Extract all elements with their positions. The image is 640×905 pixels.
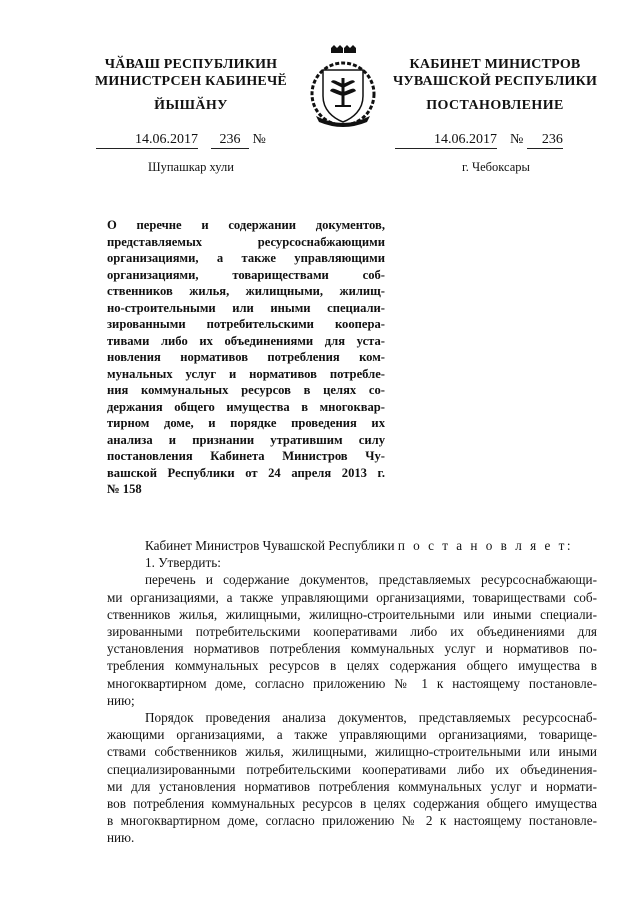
preamble-text: Кабинет Министров Чувашской Республики	[145, 538, 395, 553]
place-chuvash: Шупашкар хули	[148, 160, 234, 174]
subject-line: организациями, а также управляющими	[107, 251, 385, 265]
paragraph-line: требления коммунальных ресурсов в целях содержания общего имущества в	[107, 658, 597, 674]
document-date: 14.06.2017	[434, 132, 497, 147]
issuer-line: ЧӐВАШ РЕСПУБЛИКИН	[104, 57, 278, 72]
paragraph-line: жающими организациями, а также управляющими организациями, товарище-	[107, 727, 597, 743]
issuer-name-russian	[390, 56, 600, 90]
subject-line: тивами либо их объединениями для уста-	[107, 333, 385, 348]
place-russian: г. Чебоксары	[462, 160, 530, 174]
paragraph-2	[107, 709, 597, 847]
paragraph-line: нию.	[107, 830, 135, 846]
document-number: 236	[541, 132, 563, 147]
coat-of-arms-emblem	[304, 44, 382, 128]
paragraph-line: ствами собственников жилья, жилищными, жилищно-строительными или иными	[107, 744, 597, 760]
subject-line: новления нормативов потребления ком-	[107, 350, 385, 364]
paragraph-line: ственников жилья, жилищными, жилищно-строительными или иными специали-	[107, 606, 597, 622]
subject-line: анализа и признании утратившим силу	[107, 432, 385, 447]
subject-line: зированными потребительскими коопера-	[107, 317, 385, 331]
document-body	[107, 537, 597, 847]
paragraph-line: вов потребления коммунальных ресурсов в целях содержания общего имущества	[107, 796, 597, 812]
subject-line: но-строительными или иными специали-	[107, 300, 385, 315]
item-1-heading: 1. Утвердить:	[145, 555, 221, 571]
subject-line: организациями, товариществами соб-	[107, 267, 385, 282]
subject-line: № 158	[107, 482, 142, 496]
date-number-line-right	[395, 132, 563, 149]
paragraph-line: в многоквартирном доме, согласно приложению № 2 к настоящему постановле-	[107, 813, 597, 829]
document-subject	[107, 217, 385, 498]
issuer-name-chuvash	[88, 56, 294, 90]
preamble	[107, 537, 597, 554]
paragraph-line: нию;	[107, 692, 135, 708]
paragraph-line: ми организациями, а также управляющими организациями, товариществами соб-	[107, 589, 597, 605]
issuer-line: ЧУВАШСКОЙ РЕСПУБЛИКИ	[392, 74, 598, 89]
paragraph-line: специализированными потребительскими кооперативами либо их объединения-	[107, 761, 597, 777]
subject-line: держания общего имущества в многоквар-	[107, 399, 385, 414]
paragraph-line: перечень и содержание документов, представляемых ресурсоснабжающи-	[145, 572, 597, 588]
paragraph-line: установления нормативов потребления коммунальных услуг и нормативов по-	[107, 641, 597, 657]
paragraph-line: зированными потребительскими кооперативами либо их объединениями для	[107, 624, 597, 640]
subject-line: ния коммунальных ресурсов в целях со-	[107, 383, 385, 397]
subject-line: ственников жилья, жилищными, жилищ-	[107, 284, 385, 298]
number-sign: №	[252, 132, 266, 147]
issuer-line: КАБИНЕТ МИНИСТРОВ	[409, 57, 581, 72]
subject-line: тирном доме, и порядке проведения их	[107, 416, 385, 430]
document-kind-chuvash: ЙЫШӐНУ	[154, 98, 228, 113]
document-number: 236	[219, 132, 241, 147]
date-number-line-left	[96, 132, 266, 149]
subject-line: вашской Республики от 24 апреля 2013 г.	[107, 465, 385, 480]
paragraph-line: Порядок проведения анализа документов, представляемых ресурсоснаб-	[145, 710, 597, 726]
paragraph-line: ми для установления нормативов потребления коммунальных услуг и нормати-	[107, 778, 597, 794]
number-sign: №	[510, 132, 524, 147]
subject-line: представляемых ресурсоснабжающими	[107, 234, 385, 249]
paragraph-line: многоквартирном доме, согласно приложению № 1 к настоящему постановле-	[107, 675, 597, 691]
subject-line: постановления Кабинета Министров Чу-	[107, 449, 385, 463]
subject-line: мунальных услуг и нормативов потребле-	[107, 366, 385, 381]
subject-line: О перечне и содержании документов,	[107, 218, 385, 232]
issuer-line: МИНИСТРСЕН КАБИНЕЧӖ	[95, 74, 287, 89]
document-date: 14.06.2017	[135, 132, 198, 147]
document-kind-russian: ПОСТАНОВЛЕНИЕ	[426, 98, 564, 113]
preamble-verb: п о с т а н о в л я е т:	[397, 538, 574, 553]
paragraph-1	[107, 571, 597, 709]
